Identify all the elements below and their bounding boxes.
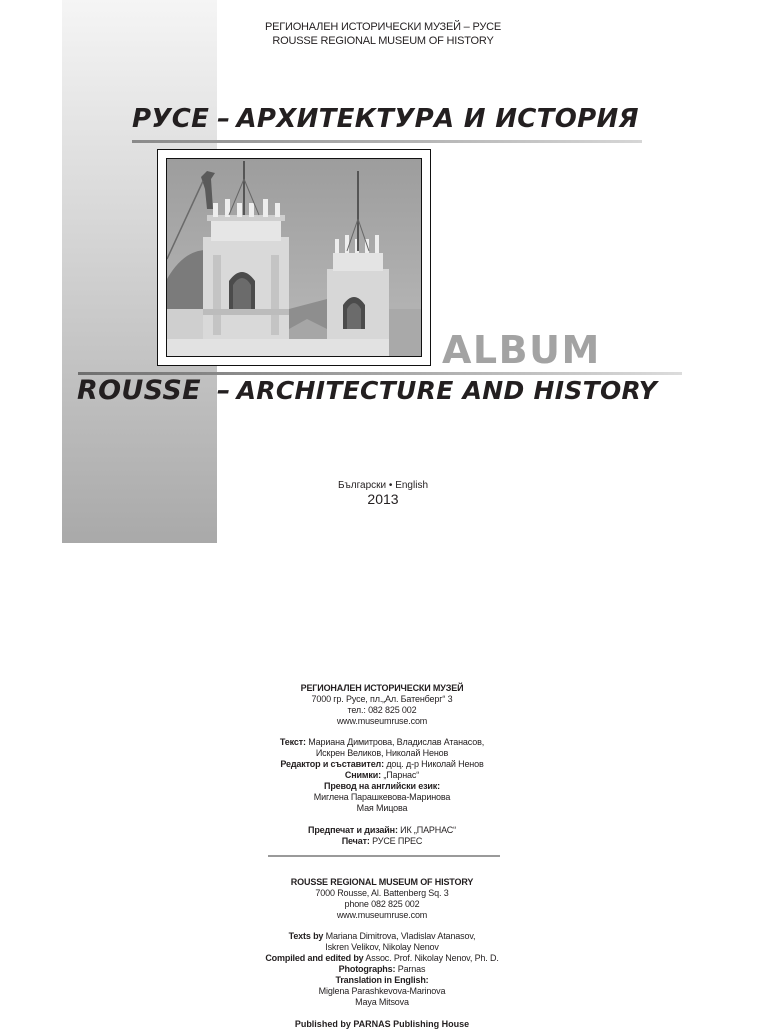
title-bg-city: РУСЕ <box>132 104 210 134</box>
title-bg-underline <box>132 140 642 143</box>
imprint-bg-address: 7000 гр. Русе, пл.„Ал. Батенберг“ 3 <box>311 694 453 704</box>
imprint-bg-text-label: Текст: <box>279 737 306 747</box>
imprint-english <box>232 877 532 1008</box>
title-en-city: ROUSSE <box>77 375 201 406</box>
title-bulgarian <box>132 104 639 134</box>
imprint-bg-text-value-1: Мариана Димитрова, Владислав Атанасов, <box>308 737 485 747</box>
title-english <box>77 374 657 408</box>
imprint-bg-print-label: Печат: <box>341 836 370 846</box>
imprint-en-compiled-value: Assoc. Prof. Nikolay Nenov, Ph. D. <box>365 953 499 963</box>
publisher-header <box>218 20 548 48</box>
imprint-en-texts-value-2: Iskren Velikov, Nikolay Nenov <box>325 942 439 952</box>
title-bg-subtitle: АРХИТЕКТУРА И ИСТОРИЯ <box>236 104 639 134</box>
imprint-bg-text-value-2: Искрен Великов, Николай Ненов <box>315 748 449 758</box>
imprint-bg-prepress-value: ИК „ПАРНАС“ <box>400 825 456 835</box>
cover-photo-frame <box>157 149 431 366</box>
imprint-en-phone: phone 082 825 002 <box>344 899 420 909</box>
imprint-en-compiled-label: Compiled and edited by <box>265 953 364 963</box>
publication-year: 2013 <box>367 491 399 507</box>
imprint-en-web: www.museumruse.com <box>336 910 428 920</box>
publisher-name-bg: РЕГИОНАЛЕН ИСТОРИЧЕСКИ МУЗЕЙ – РУСЕ <box>264 21 502 33</box>
imprint-en-photos-value: Parnas <box>397 964 426 974</box>
title-en-dash: – <box>216 375 231 406</box>
title-en-subtitle: ARCHITECTURE AND HISTORY <box>236 376 658 405</box>
imprint-bg-phone: тел.: 082 825 002 <box>347 705 417 715</box>
imprint-divider <box>268 855 500 857</box>
imprint-bg-photos-value: „Парнас“ <box>383 770 420 780</box>
album-label: ALBUM <box>442 328 601 372</box>
imprint-bg-photos-label: Снимки: <box>344 770 381 780</box>
imprint-en-texts-label: Texts by <box>288 931 324 941</box>
imprint-bg-prepress-label: Предпечат и дизайн: <box>308 825 398 835</box>
imprint-en-museum: ROUSSE REGIONAL MUSEUM OF HISTORY <box>290 877 474 887</box>
languages-line: Български • English <box>337 480 428 491</box>
imprint-en-texts-value-1: Mariana Dimitrova, Vladislav Atanasov, <box>325 931 476 941</box>
imprint-en-address: 7000 Rousse, Al. Battenberg Sq. 3 <box>315 888 449 898</box>
imprint-bg-print-value: РУСЕ ПРЕС <box>372 836 423 846</box>
imprint-bg-editor-value: доц. д-р Николай Ненов <box>386 759 484 769</box>
imprint-en-cutoff-line: Published by PARNAS Publishing House <box>294 1019 470 1029</box>
imprint-en-photos-label: Photographs: <box>338 964 396 974</box>
imprint-en-translator-2: Maya Mitsova <box>355 997 409 1007</box>
imprint-bg-museum: РЕГИОНАЛЕН ИСТОРИЧЕСКИ МУЗЕЙ <box>300 683 464 693</box>
imprint-bulgarian <box>232 683 532 847</box>
imprint-bg-translator-1: Миглена Парашкевова-Маринова <box>313 792 451 802</box>
cover-photo <box>166 158 422 357</box>
imprint-en-translation-label: Translation in English: <box>335 975 429 985</box>
imprint-bg-editor-label: Редактор и съставител: <box>280 759 384 769</box>
imprint-bg-translation-label: Превод на английски език: <box>324 781 440 791</box>
imprint-en-translator-1: Miglena Parashkevova-Marinova <box>318 986 446 996</box>
building-towers-illustration <box>167 159 421 356</box>
title-bg-dash: – <box>217 104 231 134</box>
imprint-bg-translator-2: Мая Мицова <box>356 803 408 813</box>
publisher-name-en: ROUSSE REGIONAL MUSEUM OF HISTORY <box>272 35 494 47</box>
imprint-bg-web: www.museumruse.com <box>336 716 428 726</box>
